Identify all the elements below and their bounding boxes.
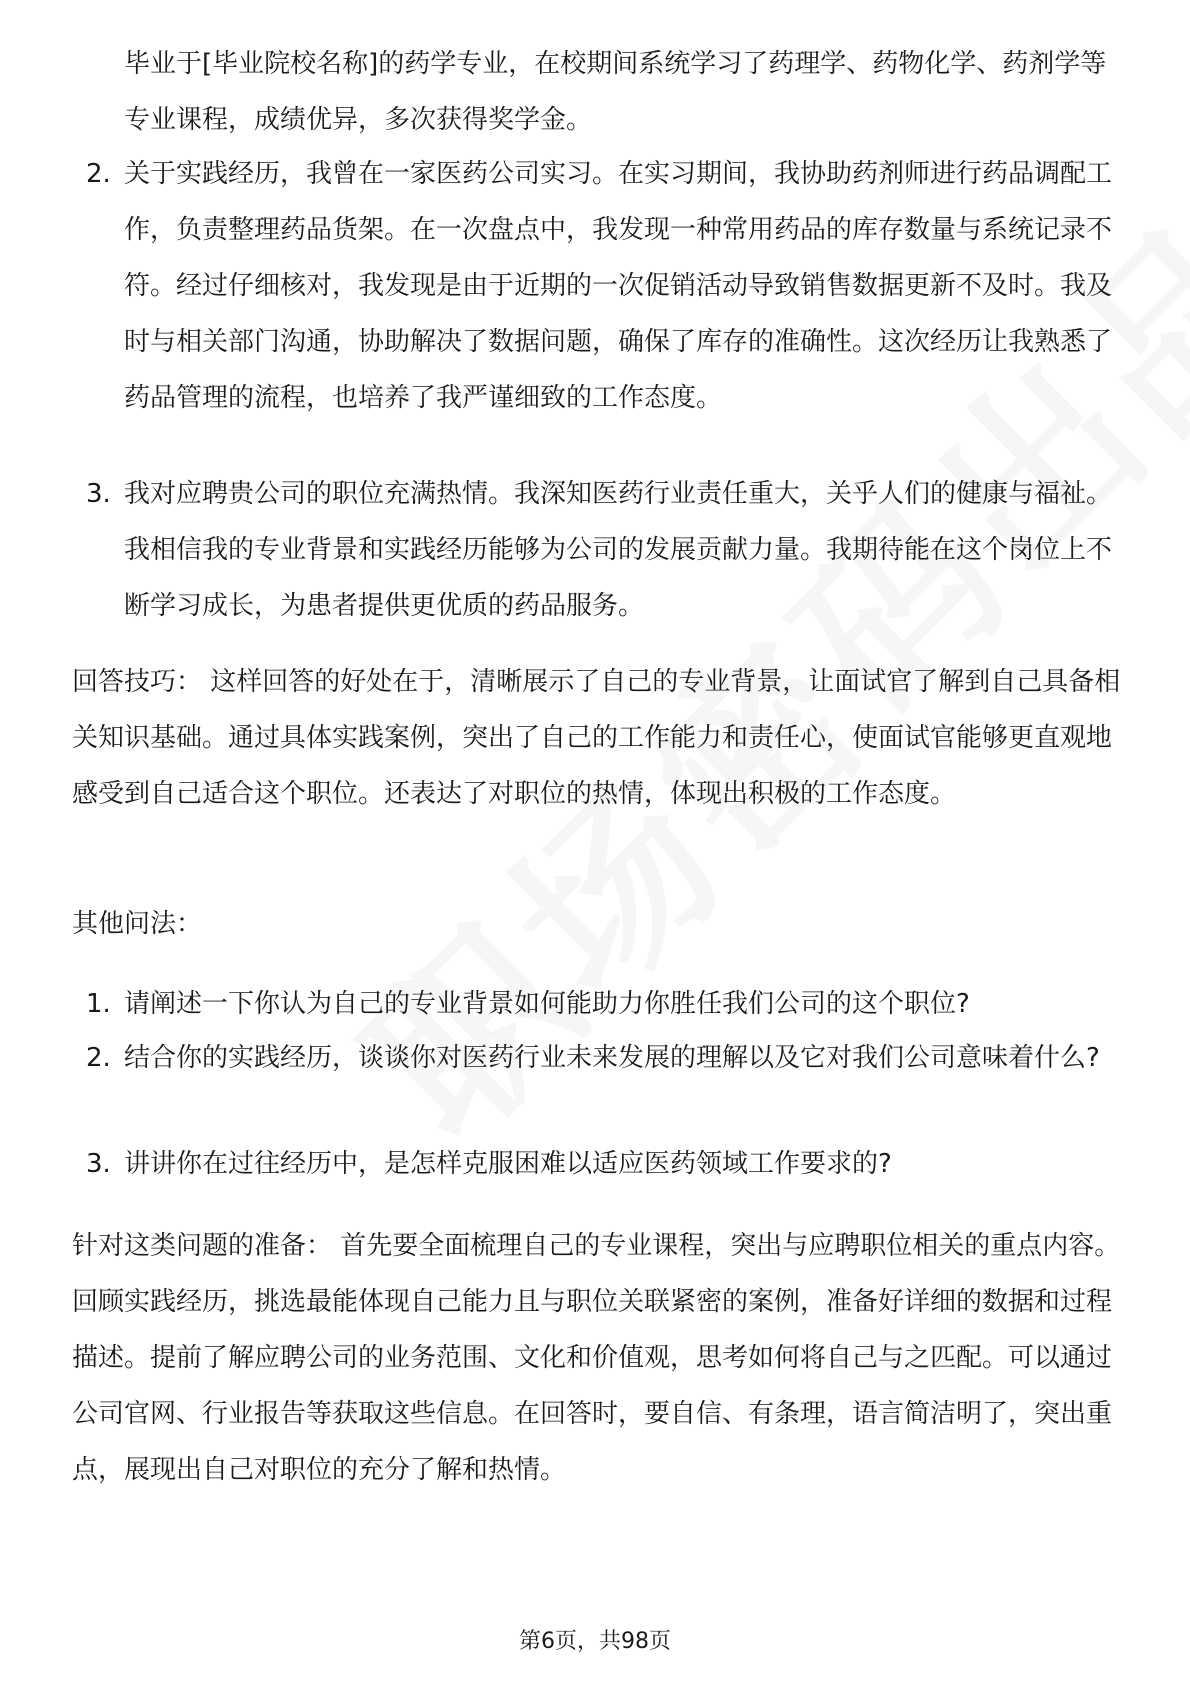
- list-text: 我对应聘贵公司的职位充满热情。我深知医药行业责任重大，关乎人们的健康与福祉。我相信我的专业背景和实践经历能够为公司的发展贡献力量。我期待能在这个岗位上不断学习成长，为患者提供更优质的药品服务。: [124, 479, 1113, 621]
- answer-point-2: [72, 146, 1122, 426]
- list-number: 3.: [86, 479, 111, 509]
- tips-text: 这样回答的好处在于，清晰展示了自己的专业背景，让面试官了解到自己具备相关知识基础。通过具体实践案例，突出了自己的工作能力和责任心，使面试官能够更直观地感受到自己适合这个职位。还表达了对职位的热情，体现出积极的工作态度。: [72, 667, 1121, 809]
- other-question-2: [72, 1030, 1122, 1086]
- preparation-advice: [72, 1218, 1122, 1498]
- tips-label: 回答技巧：: [72, 667, 203, 697]
- page-footer: 第6页，共98页: [519, 1629, 671, 1654]
- other-question-3: [72, 1136, 1122, 1192]
- list-text: 结合你的实践经历，谈谈你对医药行业未来发展的理解以及它对我们公司意味着什么?: [124, 1043, 1100, 1073]
- answer-point-3: [72, 466, 1122, 634]
- list-number: 3.: [86, 1149, 111, 1179]
- intro-continuation: 毕业于[毕业院校名称]的药学专业，在校期间系统学习了药理学、药物化学、药剂学等专业课程，成绩优异，多次获得奖学金。: [124, 49, 1107, 135]
- prep-label: 针对这类问题的准备：: [72, 1231, 333, 1261]
- answer-tips: [72, 654, 1122, 822]
- list-text: 请阐述一下你认为自己的专业背景如何能助力你胜任我们公司的这个职位?: [124, 989, 970, 1019]
- list-number: 1.: [86, 989, 111, 1019]
- other-question-1: [72, 976, 1122, 1032]
- list-number: 2.: [86, 159, 111, 189]
- list-number: 2.: [86, 1043, 111, 1073]
- list-text: 讲讲你在过往经历中，是怎样克服困难以适应医药领域工作要求的?: [124, 1149, 892, 1179]
- other-questions-heading: 其他问法：: [72, 909, 203, 939]
- list-text: 关于实践经历，我曾在一家医药公司实习。在实习期间，我协助药剂师进行药品调配工作，负责整理药品货架。在一次盘点中，我发现一种常用药品的库存数量与系统记录不符。经过仔细核对，我发现是由于近期的一次促销活动导致销售数据更新不及时。我及时与相关部门沟通，协助解决了数据问题，确保了库存的准确性。这次经历让我熟悉了药品管理的流程，也培养了我严谨细致的工作态度。: [124, 159, 1113, 413]
- prep-text: 首先要全面梳理自己的专业课程，突出与应聘职位相关的重点内容。回顾实践经历，挑选最能体现自己能力且与职位关联紧密的案例，准备好详细的数据和过程描述。提前了解应聘公司的业务范围、文化和价值观，思考如何将自己与之匹配。可以通过公司官网、行业报告等获取这些信息。在回答时，要自信、有条理，语言简洁明了，突出重点，展现出自己对职位的充分了解和热情。: [72, 1231, 1121, 1485]
